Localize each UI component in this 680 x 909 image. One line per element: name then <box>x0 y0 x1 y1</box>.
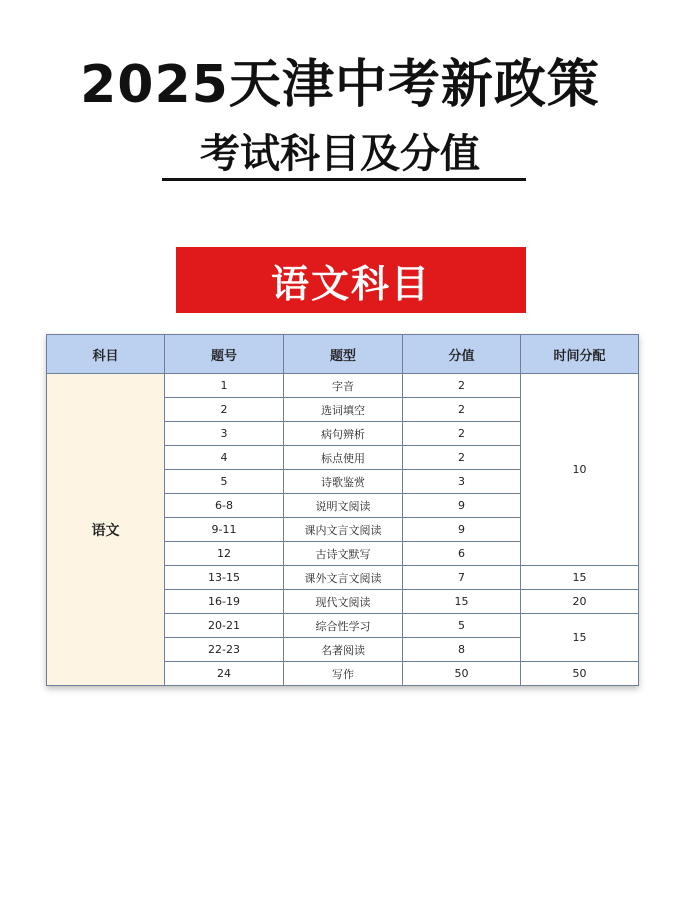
question-number: 20-21 <box>165 614 284 638</box>
question-type: 现代文阅读 <box>284 590 403 614</box>
question-score: 2 <box>403 398 521 422</box>
question-number: 9-11 <box>165 518 284 542</box>
section-banner: 语文科目 <box>176 247 526 313</box>
column-header-time: 时间分配 <box>521 335 639 374</box>
question-type: 综合性学习 <box>284 614 403 638</box>
time-allocation: 10 <box>521 374 639 566</box>
table-header-row <box>47 335 639 374</box>
question-number: 24 <box>165 662 284 686</box>
question-number: 16-19 <box>165 590 284 614</box>
column-header-type: 题型 <box>284 335 403 374</box>
question-number: 1 <box>165 374 284 398</box>
question-score: 9 <box>403 494 521 518</box>
question-type: 说明文阅读 <box>284 494 403 518</box>
question-type: 字音 <box>284 374 403 398</box>
question-score: 2 <box>403 446 521 470</box>
time-allocation: 15 <box>521 614 639 662</box>
question-number: 12 <box>165 542 284 566</box>
question-type: 写作 <box>284 662 403 686</box>
question-type: 病句辨析 <box>284 422 403 446</box>
question-score: 2 <box>403 422 521 446</box>
question-type: 诗歌鉴赏 <box>284 470 403 494</box>
question-number: 4 <box>165 446 284 470</box>
page-title: 2025天津中考新政策 <box>80 55 600 115</box>
time-allocation: 50 <box>521 662 639 686</box>
score-table <box>46 334 639 686</box>
question-score: 9 <box>403 518 521 542</box>
question-number: 3 <box>165 422 284 446</box>
question-number: 22-23 <box>165 638 284 662</box>
column-header-subject: 科目 <box>47 335 165 374</box>
question-score: 3 <box>403 470 521 494</box>
question-number: 5 <box>165 470 284 494</box>
question-score: 8 <box>403 638 521 662</box>
column-header-number: 题号 <box>165 335 284 374</box>
question-type: 课内文言文阅读 <box>284 518 403 542</box>
question-type: 古诗文默写 <box>284 542 403 566</box>
question-type: 标点使用 <box>284 446 403 470</box>
question-score: 15 <box>403 590 521 614</box>
question-score: 7 <box>403 566 521 590</box>
question-number: 13-15 <box>165 566 284 590</box>
question-score: 50 <box>403 662 521 686</box>
question-number: 6-8 <box>165 494 284 518</box>
question-score: 5 <box>403 614 521 638</box>
time-allocation: 20 <box>521 590 639 614</box>
question-type: 名著阅读 <box>284 638 403 662</box>
question-score: 2 <box>403 374 521 398</box>
subtitle-underline <box>162 178 526 181</box>
question-score: 6 <box>403 542 521 566</box>
question-number: 2 <box>165 398 284 422</box>
question-type: 选词填空 <box>284 398 403 422</box>
page-subtitle: 考试科目及分值 <box>200 131 480 177</box>
question-type: 课外文言文阅读 <box>284 566 403 590</box>
time-allocation: 15 <box>521 566 639 590</box>
table-row <box>47 374 639 398</box>
subject-cell: 语文 <box>47 374 165 686</box>
column-header-score: 分值 <box>403 335 521 374</box>
